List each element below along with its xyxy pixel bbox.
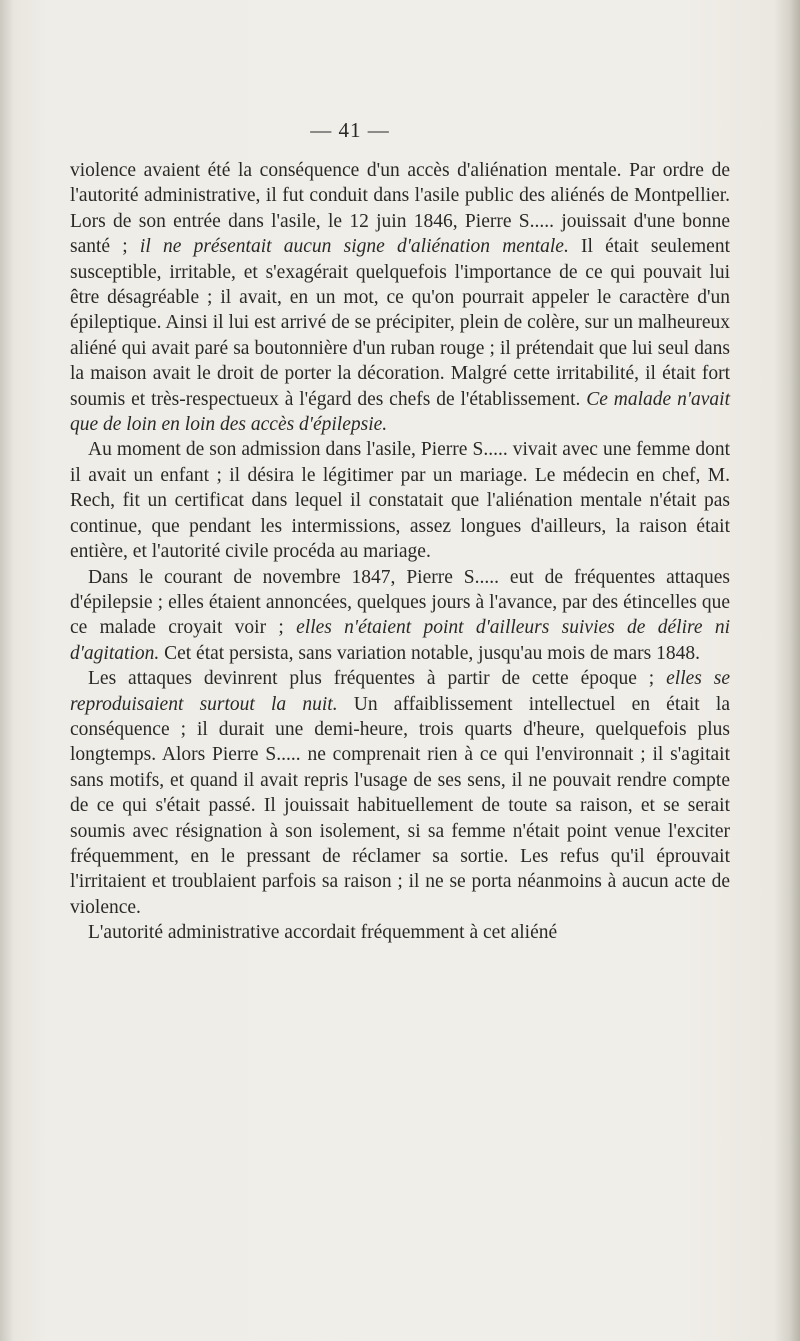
text-segment: Au moment de son admission dans l'asile, Pierre S..... vivait avec une femme dont il avait un enfant ; il désira le légitimer par un mariage. Le médecin en chef, M. Rech, fit un certificat dans lequel il constatait que l'aliénation mentale n'était pas continue, que pendant les intermissions, assez longues d'ailleurs, la raison était entière, et l'autorité civile procéda au mariage. bbox=[70, 439, 730, 563]
body-text bbox=[70, 158, 730, 946]
text-segment: Un affaiblissement intellectuel en était la conséquence ; il durait une demi-heure, trois quarts d'heure, quelquefois plus longtemps. Alors Pierre S..... ne comprenait rien à ce qui l'environnait ; il s'agitait sans motifs, et quand il avait repris l'usage de ses sens, il ne pouvait rendre compte de ce qui s'était passé. Il jouissait habituellement de toute sa raison, et se serait soumis avec résignation à son isolement, si sa femme n'était point venue l'exciter fréquemment, en le pressant de réclamer sa sortie. Les refus qu'il éprouvait l'irritaient et troublaient parfois sa raison ; il ne se porta néanmoins à aucun acte de violence. bbox=[70, 693, 730, 918]
paragraph bbox=[70, 565, 730, 667]
gutter-shadow bbox=[0, 0, 14, 1341]
text-segment: Les attaques devinrent plus fréquentes à partir de cette époque ; bbox=[88, 668, 667, 690]
text-segment: Dans le courant de novembre 1847, Pierre S..... eut de fréquentes attaques d'épilepsie ; elles étaient annoncées, quelques jours à l'avance, par des étincelles que ce malade croyait voir ; bbox=[70, 566, 730, 639]
paragraph bbox=[70, 158, 730, 437]
italic-segment: Ce malade n'avait que de loin en loin des accès d'épilepsie. bbox=[70, 388, 730, 436]
paragraph bbox=[70, 920, 730, 945]
page-edge-shadow bbox=[774, 0, 800, 1341]
italic-segment: il ne présentait aucun signe d'aliénation mentale. bbox=[139, 236, 569, 258]
italic-segment: elles n'étaient point d'ailleurs suivies de délire ni d'agitation. bbox=[70, 617, 730, 664]
paragraph bbox=[70, 666, 730, 920]
text-segment: violence avaient été la conséquence d'un accès d'aliénation mentale. Par ordre de l'autorité administrative, il fut conduit dans l'asile public des aliénés de Montpellier. Lors de son entrée dans l'asile, le 12 juin 1846, Pierre S..... jouissait d'une bonne santé ; bbox=[70, 160, 730, 258]
text-segment: Cet état persista, sans variation notable, jusqu'au mois de mars 1848. bbox=[159, 642, 700, 664]
paragraph bbox=[70, 437, 730, 564]
text-segment: L'autorité administrative accordait fréquemment à cet aliéné bbox=[88, 922, 558, 944]
text-segment: Il était seulement susceptible, irritable, et s'exagérait quelquefois l'importance de ce qui pouvait lui être désagréable ; il avait, en un mot, ce qu'on pourrait appeler le caractère d'un épileptique. Ainsi il lui est arrivé de se précipiter, plein de colère, sur un malheureux aliéné qui avait paré sa boutonnière d'un ruban rouge ; il prétendait que lui seul dans la maison avait le droit de porter la décoration. Malgré cette irritabilité, il était fort soumis et très-respectueux à l'égard des chefs de l'établissement. bbox=[70, 236, 730, 410]
italic-segment: elles se reproduisaient surtout la nuit. bbox=[70, 668, 731, 715]
page-number: — 41 — bbox=[310, 118, 390, 142]
